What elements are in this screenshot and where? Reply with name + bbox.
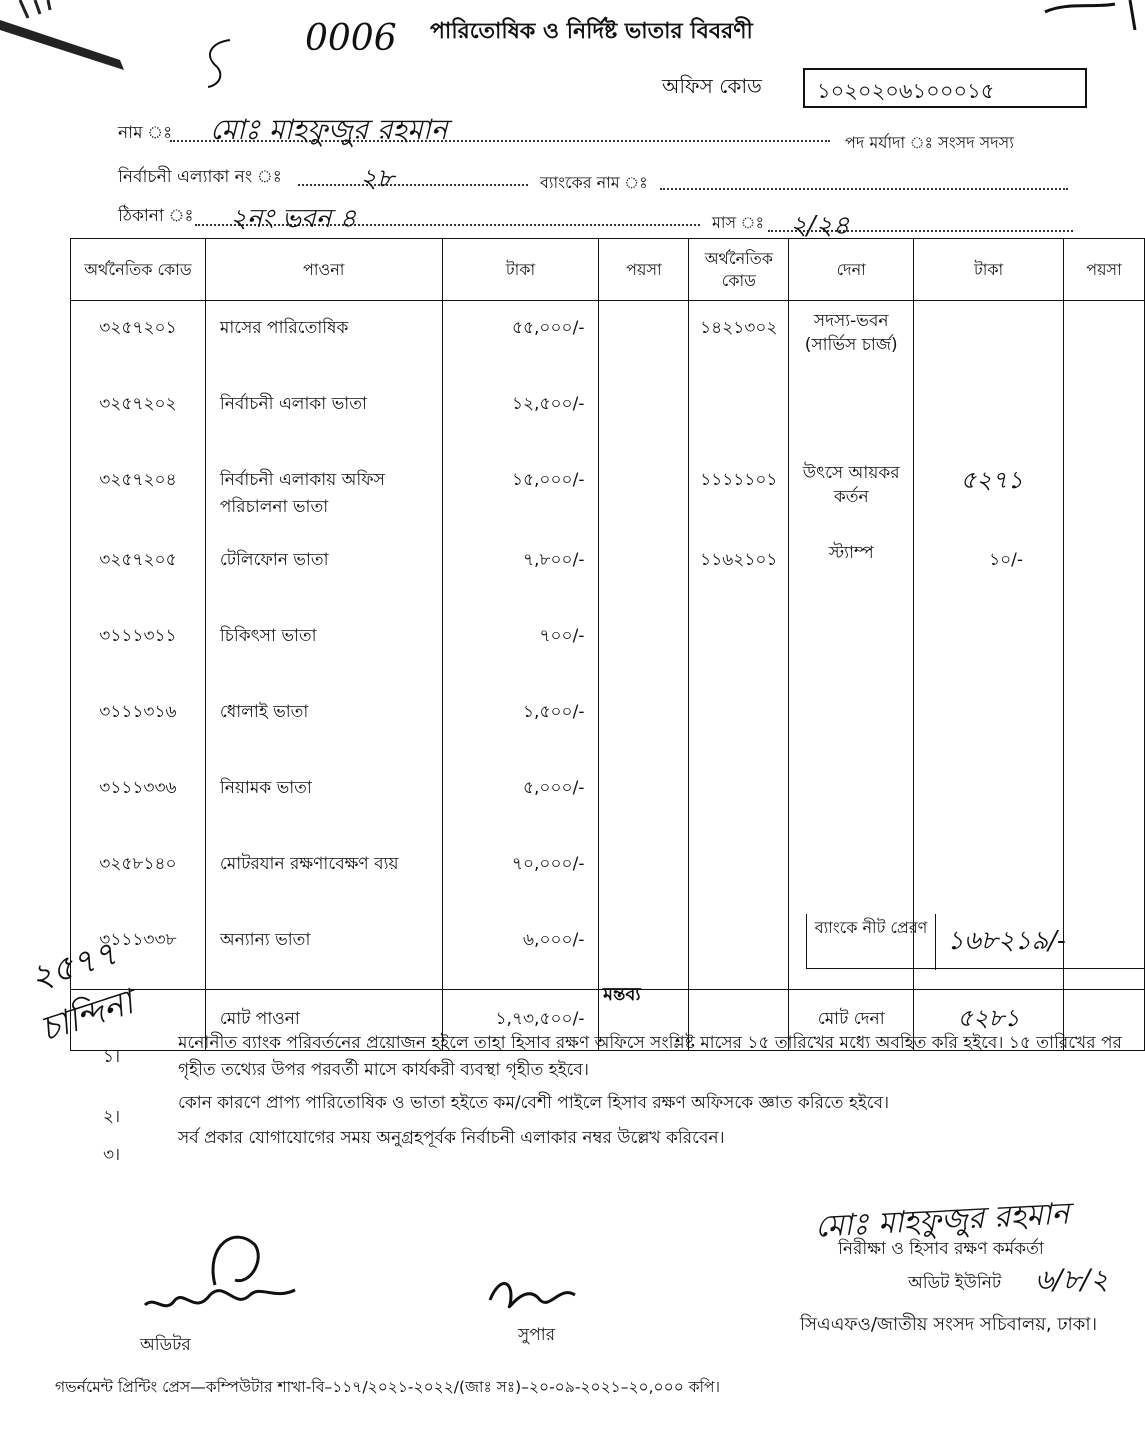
name-value: মোঃ মাহফুজুর রহমান <box>210 113 448 146</box>
header-taka-2: টাকা <box>914 239 1064 301</box>
table-row <box>71 301 1145 378</box>
row-deduction-label <box>789 377 914 453</box>
remark-text: কোন কারণে প্রাপ্য পারিতোষিক ও ভাতা হইতে কম/বেশী পাইলে হিসাব রক্ষণ অফিসকে জ্ঞাত করিতে হইবে। <box>178 1093 890 1113</box>
super-signature-icon <box>485 1270 585 1320</box>
row-deduction-amount: ৫২৭১ <box>914 453 1064 533</box>
row-deduction-label <box>789 761 914 837</box>
name-label: নাম ঃ <box>118 123 173 143</box>
header-econ-code-2: অর্থনৈতিক কোড <box>689 239 789 301</box>
row-deduction-label: উৎসে আয়কর কর্তন <box>789 453 914 533</box>
constituency-label: নির্বাচনী এল্যাকা নং ঃ <box>118 167 282 187</box>
remark-text: মনোনীত ব্যাংক পরিবর্তনের প্রয়োজন হইলে তাহা হিসাব রক্ষণ অফিসে সংশ্লিষ্ট মাসের ১৫ তারিখের মধ্যে অবহিত করি হইবে। ১৫ তারিখের পর গৃহীত তথ্যের উপর পরবর্তী মাসে কার্যকরী ব্যবস্থা গৃহীত হইবে। <box>178 1033 1122 1080</box>
remark-num: ১। <box>103 1047 121 1067</box>
officer-title: নিরীক্ষা ও হিসাব রক্ষণ কর্মকর্তা <box>838 1239 1044 1259</box>
row-code: ৩২৫৭২০৪ <box>71 453 206 533</box>
row-amount: ১,৫০০/- <box>442 685 599 761</box>
officer-office: সিএএফও/জাতীয় সংসদ সচিবালয়, ঢাকা। <box>800 1314 1098 1335</box>
row-code: ৩২৫৭২০৫ <box>71 533 206 609</box>
row-amount: ৫,০০০/- <box>442 761 599 837</box>
table-row <box>71 377 1145 453</box>
header-poisa-2: পয়সা <box>1064 239 1145 301</box>
row-label: মোটরযান রক্ষণাবেক্ষণ ব্যয় <box>205 837 442 913</box>
row-amount: ১৫,০০০/- <box>442 453 599 533</box>
office-code-label: অফিস কোড <box>662 74 762 98</box>
remarks-title: মন্তব্য <box>603 984 641 1005</box>
total-amount: ১,৭৩,৫০০/- <box>442 990 599 1051</box>
address-label: ঠিকানা ঃ <box>118 206 194 226</box>
margin-note-line1: ২৫৭৭ <box>25 933 122 999</box>
row-label: নিয়ামক ভাতা <box>205 761 442 837</box>
row-deduction-amount <box>914 301 1064 378</box>
net-label: ব্যাংকে নীট প্রেরণ <box>807 914 936 970</box>
serial-number: 0006 <box>305 18 397 59</box>
office-code-value: ১০২০২০৬১০০০১৫ <box>817 79 995 103</box>
row-code: ৩১১১৩১১ <box>71 609 206 685</box>
auditor-signature-icon <box>135 1225 315 1325</box>
office-code-box <box>803 68 1087 108</box>
super-label: সুপার <box>518 1325 556 1345</box>
total-deduction-label: মোট দেনা <box>789 990 914 1051</box>
table-row <box>71 453 1145 533</box>
address-value: ২নং ভবন ৪ <box>230 204 357 234</box>
row-label: ধোলাই ভাতা <box>205 685 442 761</box>
row-deduction-amount <box>914 377 1064 453</box>
row-amount: ৬,০০০/- <box>442 913 599 990</box>
row-deduction-amount <box>914 685 1064 761</box>
header-payable: দেনা <box>789 239 914 301</box>
designation: পদ মর্যাদা ঃ সংসদ সদস্য <box>845 133 1014 152</box>
row-label: অন্যান্য ভাতা <box>205 913 442 990</box>
header-poisa: পয়সা <box>599 239 689 301</box>
row-deduction-code <box>689 685 789 761</box>
net-value: ১৬৮২১৯/- <box>947 926 1066 956</box>
corner-scribble-icon <box>1035 0 1145 40</box>
net-transfer-box <box>806 914 1145 969</box>
row-amount: ৭০০/- <box>442 609 599 685</box>
row-amount: ৭০,০০০/- <box>442 837 599 913</box>
row-label: নির্বাচনী এলাকায় অফিস পরিচালনা ভাতা <box>205 453 442 533</box>
row-amount: ৫৫,০০০/- <box>442 301 599 378</box>
row-code: ৩২৫৭২০২ <box>71 377 206 453</box>
row-deduction-code: ১১৬২১০১ <box>689 533 789 609</box>
row-code: ৩২৫৭২০১ <box>71 301 206 378</box>
row-label: মাসের পারিতোষিক <box>205 301 442 378</box>
header-taka: টাকা <box>442 239 599 301</box>
remark-text: সর্ব প্রকার যোগাযোগের সময় অনুগ্রহপূর্বক নির্বাচনী এলাকার নম্বর উল্লেখ করিবেন। <box>178 1128 725 1148</box>
row-label: টেলিফোন ভাতা <box>205 533 442 609</box>
table-row <box>71 761 1145 837</box>
row-deduction-label: সদস্য-ভবন (সার্ভিস চার্জ) <box>789 301 914 378</box>
total-deduction-value: ৫২৮১ <box>914 990 1064 1051</box>
row-deduction-amount: ১০/- <box>914 533 1064 609</box>
table-row <box>71 685 1145 761</box>
row-deduction-label <box>789 609 914 685</box>
page-title: পারিতোষিক ও নির্দিষ্ট ভাতার বিবরণী <box>430 19 753 44</box>
officer-unit: অডিট ইউনিট <box>908 1273 1002 1293</box>
table-row <box>71 533 1145 609</box>
print-footer: গভর্নমেন্ট প্রিন্টিং প্রেস—কম্পিউটার শাখা-বি–১১৭/২০২১-২০২২/(জাঃ সঃ)–২০-০৯-২০২১–২০,০০০ কপি। <box>55 1378 721 1396</box>
row-code: ৩২৫৮১৪০ <box>71 837 206 913</box>
row-deduction-label <box>789 685 914 761</box>
row-deduction-code <box>689 377 789 453</box>
month-value: ২/২৪ <box>790 211 850 241</box>
row-deduction-code <box>689 837 789 913</box>
row-deduction-code <box>689 913 789 990</box>
row-deduction-label <box>789 837 914 913</box>
row-code: ৩১১১৩৩৮ <box>71 913 206 990</box>
row-label: নির্বাচনী এলাকা ভাতা <box>205 377 442 453</box>
row-amount: ৭,৮০০/- <box>442 533 599 609</box>
remark-num: ২। <box>103 1107 121 1127</box>
row-deduction-code <box>689 761 789 837</box>
remark-num: ৩। <box>103 1145 121 1165</box>
stamp-mark-icon <box>0 0 140 80</box>
auditor-label: অডিটর <box>140 1335 191 1355</box>
officer-date: ৬/৮/২ <box>1035 1263 1109 1296</box>
header-econ-code: অর্থনৈতিক কোড <box>71 239 206 301</box>
table-row <box>71 837 1145 913</box>
officer-signature: মোঃ মাহফুজুর রহমান <box>814 1196 1071 1245</box>
row-deduction-amount <box>914 761 1064 837</box>
header-receivable: পাওনা <box>205 239 442 301</box>
margin-note-line2: চান্দিনা <box>35 982 139 1050</box>
pen-mark-icon <box>200 35 240 90</box>
table-row <box>71 609 1145 685</box>
row-deduction-amount <box>914 609 1064 685</box>
row-code: ৩১১১৩৩৬ <box>71 761 206 837</box>
total-label: মোট পাওনা <box>205 990 442 1051</box>
row-code: ৩১১১৩১৬ <box>71 685 206 761</box>
bank-label: ব্যাংকের নাম ঃ <box>540 173 648 192</box>
row-deduction-code: ১৪২১৩০২ <box>689 301 789 378</box>
row-deduction-code <box>689 609 789 685</box>
month-label: মাস ঃ <box>712 213 765 232</box>
constituency-value: ২৮ <box>360 164 394 194</box>
row-deduction-code: ১১১১১০১ <box>689 453 789 533</box>
row-amount: ১২,৫০০/- <box>442 377 599 453</box>
row-label: চিকিৎসা ভাতা <box>205 609 442 685</box>
row-deduction-amount <box>914 837 1064 913</box>
row-deduction-label: স্ট্যাম্প <box>789 533 914 609</box>
